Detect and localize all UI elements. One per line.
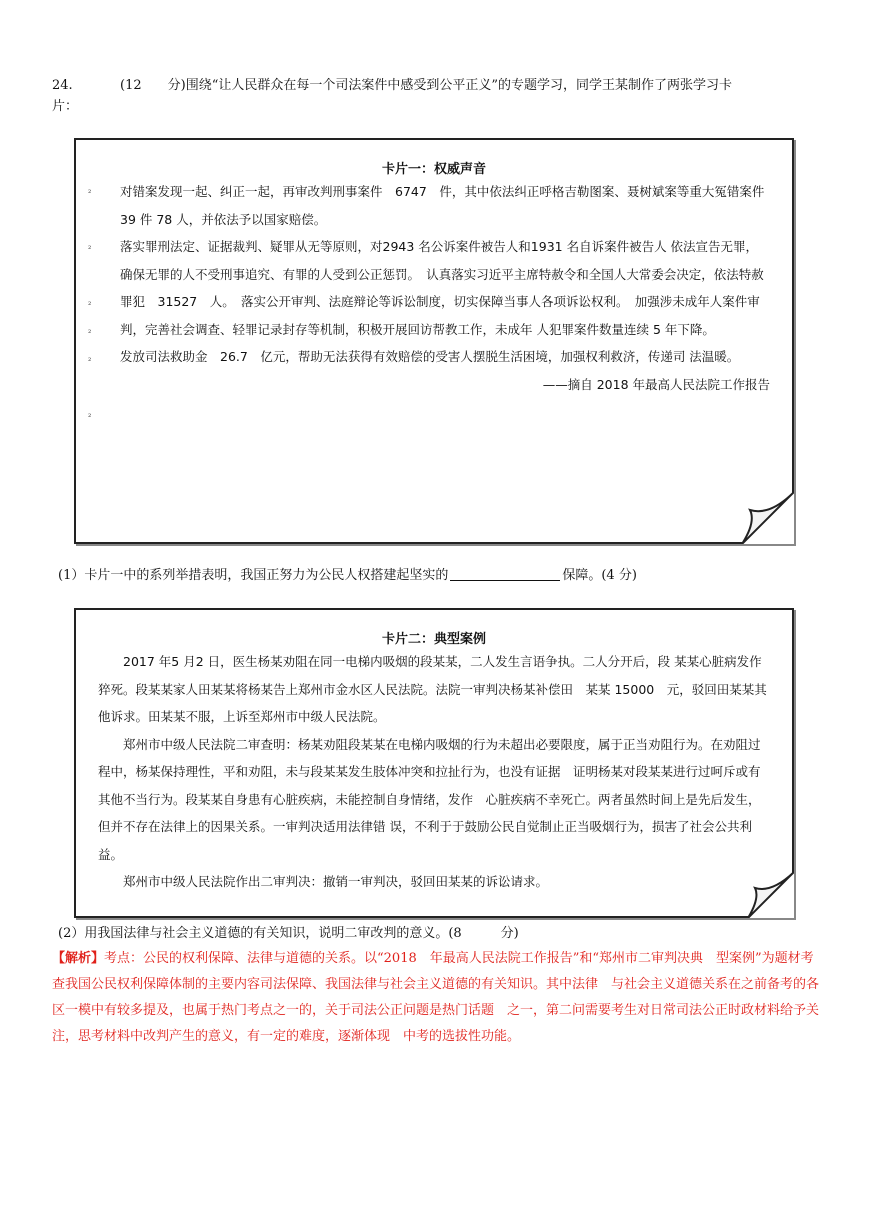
answer-blank[interactable] xyxy=(450,566,560,581)
question-score: (12 分) xyxy=(120,78,186,93)
page-curl-icon xyxy=(742,492,794,544)
card-one-paragraph: 发放司法救助金 26.7 亿元，帮助无法获得有效赔偿的受害人摆脱生活困境，加强权利救济，传递司 法温暖。 xyxy=(120,349,740,364)
card-two xyxy=(74,608,794,918)
analysis-text: 考点：公民的权利保障、法律与道德的关系。以“2018 年最高人民法院工作报告”和“郑州市二审判决典 型案例”为题材考查我国公民权利保障体制的主要内容司法保障、我国法律与社会主义道德的有关知识。其中法律 与社会主义道德关系在之前备考的各区一模中有较多提及，也属于热门考点之一的，关于司法公正问题是热门话题 之一，第二问需要考生对日常司法公正时政材料给予关注，思考材料中改判产生的意义，有一定的难度，逐渐体现 中考的选拔性功能。 xyxy=(52,951,820,1044)
card-two-paragraph: 2017 年5 月2 日，医生杨某劝阻在同一电梯内吸烟的段某某，二人发生言语争执。二人分开后，段 某某心脏病发作猝死。段某某家人田某某将杨某告上郑州市金水区人民法院。法院一审判决杨某补偿田 某某 15000 元，驳回田某某其他诉求。田某某不服，上诉至郑州市中级人民法院。 xyxy=(98,654,767,724)
bullet-marker: ₂ xyxy=(88,186,92,195)
analysis-tag: 【解析】 xyxy=(52,951,105,966)
card-one-body xyxy=(120,178,770,399)
card-one-source: ——摘自 2018 年最高人民法院工作报告 xyxy=(542,376,770,392)
card-one-title: 卡片一：权威声音 xyxy=(381,162,486,177)
bullet-marker: ₂ xyxy=(88,326,92,335)
question-stem-line2: 片： xyxy=(52,99,79,114)
question-stem xyxy=(52,76,832,96)
question-number: 24. xyxy=(52,78,73,93)
sub-question-1-text: (1）卡片一中的系列举措表明，我国正努力为公民人权搭建起坚实的 xyxy=(58,568,449,583)
card-two-paragraph: 郑州市中级人民法院作出二审判决：撤销一审判决，驳回田某某的诉讼请求。 xyxy=(123,874,549,889)
card-two-body xyxy=(98,648,770,896)
sub-question-1 xyxy=(58,566,637,586)
bullet-marker: ₂ xyxy=(88,298,92,307)
bullet-marker: ₂ xyxy=(88,410,92,419)
sub-question-1-score: 保障。(4 分) xyxy=(562,568,637,583)
bullet-marker: ₂ xyxy=(88,354,92,363)
analysis xyxy=(52,946,822,1050)
card-two-title: 卡片二：典型案例 xyxy=(381,632,486,647)
page-curl-icon xyxy=(748,872,794,918)
sub-question-2: (2）用我国法律与社会主义道德的有关知识，说明二审改判的意义。(8 分) xyxy=(58,926,519,941)
card-two-paragraph: 郑州市中级人民法院二审查明：杨某劝阻段某某在电梯内吸烟的行为未超出必要限度，属于正当劝阻行为。在劝阻过程中，杨某保持理性，平和劝阻，未与段某某发生肢体冲突和拉扯行为，也没有证据 证明杨某对段某某进行过呵斥或有其他不当行为。段某某自身患有心脏疾病，未能控制自身情绪，发作 心脏疾病不幸死亡。两者虽然时间上是先后发生，但并不存在法律上的因果关系。一审判决适用法律错 误，不利于于鼓励公民自觉制止正当吸烟行为，损害了社会公共利益。 xyxy=(98,736,761,862)
card-one-paragraph: 对错案发现一起、纠正一起，再审改判刑事案件 6747 件，其中依法纠正呼格吉勒图案、聂树斌案等重大冤错案件 39 件 78 人，并依法予以国家赔偿。 xyxy=(120,184,765,227)
card-one xyxy=(74,138,794,544)
card-one-paragraph: 落实罪刑法定、证据裁判、疑罪从无等原则，对2943 名公诉案件被告人和1931 名自诉案件被告人 依法宣告无罪，确保无罪的人不受刑事追究、有罪的人受到公正惩罚。 认真落实习近平主席特赦令和全国人大常委会决定，依法特赦罪犯 31527 人。 落实公开审判、法庭辩论等诉讼制度，切实保障当事人各项诉讼权利。 加强涉未成年人案件审判，完善社会调查、轻罪记录封存等机制，积极开展回访帮教工作，未成年 人犯罪案件数量连续 5 年下降。 xyxy=(120,239,764,337)
bullet-marker: ₂ xyxy=(88,242,92,251)
question-stem-line1: 围绕“让人民群众在每一个司法案件中感受到公平正义”的专题学习，同学王某制作了两张学习卡 xyxy=(185,78,732,93)
